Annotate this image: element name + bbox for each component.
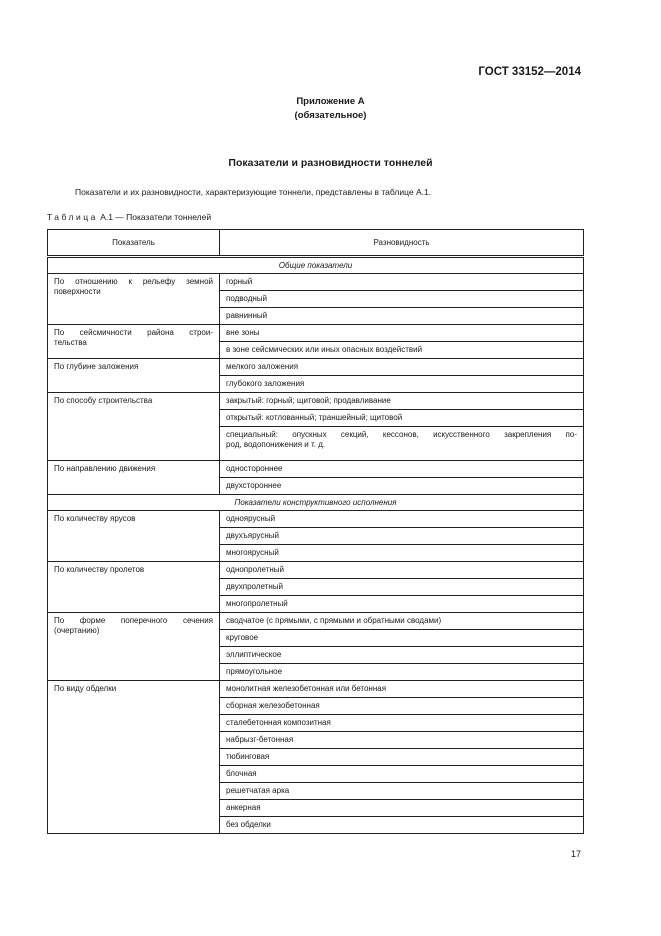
indicator-cell: По глубине заложения [48,359,220,393]
section-label: Общие показатели [48,257,584,274]
variety-cell: одноярусный [220,511,584,528]
indicator-cell: По виду обделки [48,681,220,834]
variety-cell: сводчатое (с прямыми, с прямыми и обратными сводами) [220,613,584,630]
table-row [48,359,584,376]
variety-cell: блочная [220,766,584,783]
variety-cell: монолитная железобетонная или бетонная [220,681,584,698]
variety-cell: решетчатая арка [220,783,584,800]
table-row [48,461,584,478]
indicator-cell: По количеству ярусов [48,511,220,562]
variety-cell: круговое [220,630,584,647]
table-row [48,613,584,630]
variety-cell: анкерная [220,800,584,817]
table-row [48,511,584,528]
table-row [48,325,584,342]
indicator-cell: По направлению движения [48,461,220,495]
variety-cell: без обделки [220,817,584,834]
appendix-title: Приложение А [296,96,365,107]
tunnel-indicators-table [47,229,584,834]
column-header-indicator: Показатель [48,230,220,257]
variety-cell: глубокого заложения [220,376,584,393]
variety-cell: в зоне сейсмических или иных опасных воздействий [220,342,584,359]
variety-cell: прямоугольное [220,664,584,681]
variety-cell: двухъярусный [220,528,584,545]
indicator-cell: По сейсмичности района строи- тельства [48,325,220,359]
variety-cell: набрызг-бетонная [220,732,584,749]
section-row [48,495,584,511]
table-caption [47,212,211,222]
variety-cell: двухпролетный [220,579,584,596]
section-label: Показатели конструктивного исполнения [48,495,584,511]
variety-cell: специальный: опускных секций, кессонов, искусственного закрепления по- род, водопонижения и т. д. [220,427,584,461]
table-row [48,274,584,291]
variety-cell: горный [220,274,584,291]
variety-cell: сталебетонная композитная [220,715,584,732]
intro-paragraph: Показатели и их разновидности, характеризующие тоннели, представлены в таблице А.1. [75,187,432,197]
page-number: 17 [570,849,581,859]
variety-cell: открытый: котлованный; траншейный; щитовой [220,410,584,427]
appendix-heading [0,95,661,123]
table-row [48,562,584,579]
indicator-cell: По отношению к рельефу земной поверхности [48,274,220,325]
variety-cell: равнинный [220,308,584,325]
variety-cell: подводный [220,291,584,308]
variety-cell: мелкого заложения [220,359,584,376]
variety-cell: закрытый: горный; щитовой; продавливание [220,393,584,410]
document-code: ГОСТ 33152—2014 [478,66,581,78]
variety-cell: многоярусный [220,545,584,562]
indicator-cell: По форме поперечного сечения (очертанию) [48,613,220,681]
table-header-row [48,230,584,257]
table-row [48,393,584,410]
indicator-cell: По способу строительства [48,393,220,461]
variety-cell: одностороннее [220,461,584,478]
column-header-variety: Разновидность [220,230,584,257]
variety-cell: многопролетный [220,596,584,613]
variety-cell: эллиптическое [220,647,584,664]
indicator-cell: По количеству пролетов [48,562,220,613]
section-title: Показатели и разновидности тоннелей [228,157,433,169]
appendix-status: (обязательное) [294,110,367,121]
variety-cell: двухстороннее [220,478,584,495]
variety-cell: вне зоны [220,325,584,342]
section-row [48,257,584,274]
table-row [48,681,584,698]
variety-cell: сборная железобетонная [220,698,584,715]
variety-cell: тюбинговая [220,749,584,766]
variety-cell: однопролетный [220,562,584,579]
table-caption-prefix: Таблица [47,212,98,222]
table-caption-rest: А.1 — Показатели тоннелей [97,212,212,222]
